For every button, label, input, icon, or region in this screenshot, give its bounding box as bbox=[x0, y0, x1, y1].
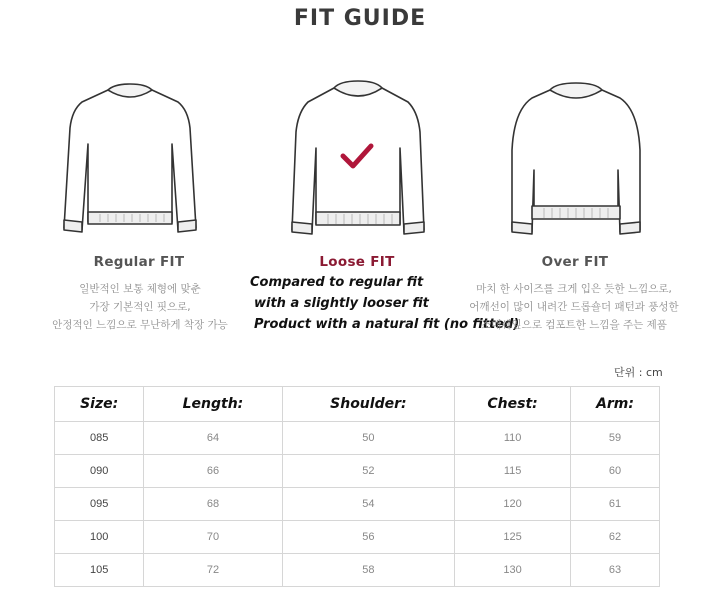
size-cell: 085 bbox=[55, 422, 144, 455]
chest-cell: 110 bbox=[455, 422, 571, 455]
table-row bbox=[55, 422, 660, 455]
loose-fit-label: Loose FIT bbox=[319, 254, 395, 270]
shoulder-cell: 50 bbox=[282, 422, 455, 455]
over-fit-description: 마치 한 사이즈를 크게 입은 듯한 느낌으로, 어깨선이 많이 내려간 드롭숄더 패턴과 풍성한 소매쉐잎으로 컴포트한 느낌을 주는 제품 bbox=[469, 283, 679, 331]
chest-cell: 115 bbox=[455, 455, 571, 488]
table-row bbox=[55, 488, 660, 521]
size-cell: 090 bbox=[55, 455, 144, 488]
size-cell: 100 bbox=[55, 521, 144, 554]
over-fit-sweater-icon bbox=[506, 80, 646, 242]
loose-fit-description: Compared to regular fit with a slightly looser fit Product with a natural fit (no fitted) bbox=[250, 275, 520, 332]
chest-cell: 120 bbox=[455, 488, 571, 521]
chest-cell: 130 bbox=[455, 554, 571, 587]
chest-cell: 125 bbox=[455, 521, 571, 554]
arm-cell: 63 bbox=[571, 554, 660, 587]
regular-fit-label: Regular FIT bbox=[93, 254, 185, 270]
shoulder-cell: 58 bbox=[282, 554, 455, 587]
length-cell: 64 bbox=[144, 422, 282, 455]
length-cell: 72 bbox=[144, 554, 282, 587]
size-cell: 105 bbox=[55, 554, 144, 587]
table-row bbox=[55, 554, 660, 587]
arm-cell: 61 bbox=[571, 488, 660, 521]
table-row bbox=[55, 521, 660, 554]
table-row bbox=[55, 455, 660, 488]
loose-fit-sweater-icon bbox=[288, 78, 428, 242]
header-length: Length: bbox=[144, 387, 282, 422]
header-chest: Chest: bbox=[455, 387, 571, 422]
regular-fit-description: 일반적인 보통 체형에 맞춘 가장 기본적인 핏으로, 안정적인 느낌으로 무난하게 착장 가능 bbox=[52, 283, 228, 331]
size-cell: 095 bbox=[55, 488, 144, 521]
length-cell: 66 bbox=[144, 455, 282, 488]
shoulder-cell: 52 bbox=[282, 455, 455, 488]
header-arm: Arm: bbox=[571, 387, 660, 422]
length-cell: 68 bbox=[144, 488, 282, 521]
regular-fit-sweater-icon bbox=[60, 80, 200, 240]
arm-cell: 59 bbox=[571, 422, 660, 455]
size-table bbox=[54, 386, 660, 587]
over-fit-label: Over FIT bbox=[541, 254, 609, 270]
shoulder-cell: 56 bbox=[282, 521, 455, 554]
length-cell: 70 bbox=[144, 521, 282, 554]
page-title: FIT GUIDE bbox=[293, 6, 427, 31]
header-shoulder: Shoulder: bbox=[282, 387, 455, 422]
arm-cell: 60 bbox=[571, 455, 660, 488]
arm-cell: 62 bbox=[571, 521, 660, 554]
table-header-row bbox=[55, 387, 660, 422]
shoulder-cell: 54 bbox=[282, 488, 455, 521]
unit-label: 단위 : cm bbox=[614, 366, 663, 379]
header-size: Size: bbox=[55, 387, 144, 422]
